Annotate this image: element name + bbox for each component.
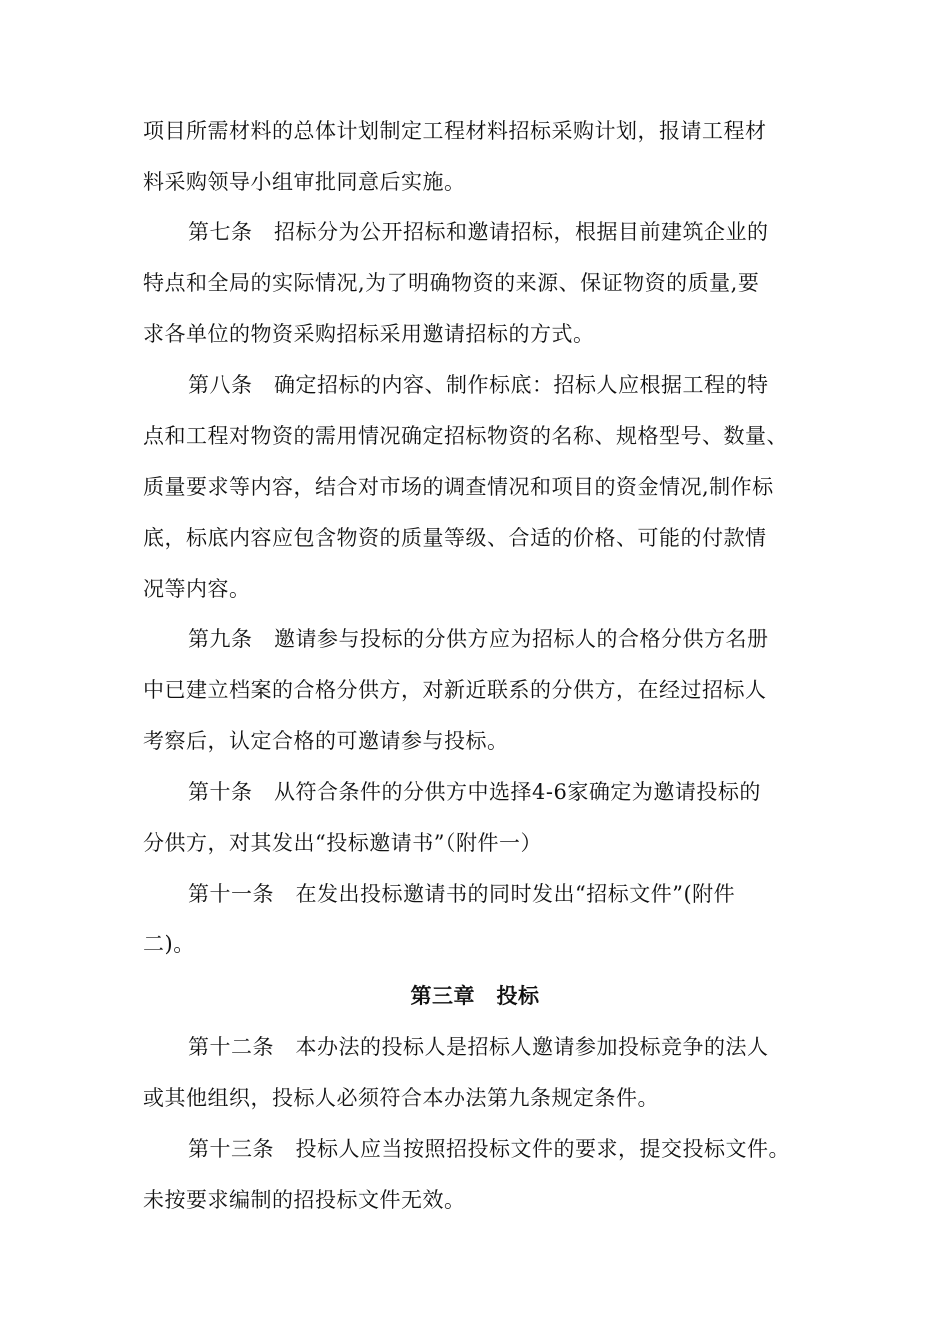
text-line: 项目所需材料的总体计划制定工程材料招标采购计划，报请工程材 bbox=[143, 119, 767, 143]
article-10-line: 第十条 从符合条件的分供方中选择4-6家确定为邀请投标的 bbox=[188, 780, 761, 804]
text-line: 况等内容。 bbox=[143, 577, 251, 601]
article-13-line: 第十三条 投标人应当按照招投标文件的要求，提交投标文件。 bbox=[188, 1137, 790, 1161]
text-line: 二)。 bbox=[143, 932, 195, 956]
text-line: 未按要求编制的招投标文件无效。 bbox=[143, 1188, 466, 1212]
chapter-heading: 第三章 投标 bbox=[410, 984, 540, 1008]
text-line: 特点和全局的实际情况,为了明确物资的来源、保证物资的质量,要 bbox=[143, 271, 760, 295]
text-line: 分供方，对其发出“投标邀请书”（附件一） bbox=[143, 831, 542, 855]
text-line: 质量要求等内容，结合对市场的调查情况和项目的资金情况,制作标 bbox=[143, 475, 774, 499]
text-line: 料采购领导小组审批同意后实施。 bbox=[143, 170, 466, 194]
text-line: 底，标底内容应包含物资的质量等级、合适的价格、可能的付款情 bbox=[143, 526, 767, 550]
text-line: 或其他组织，投标人必须符合本办法第九条规定条件。 bbox=[143, 1086, 659, 1110]
text-line: 求各单位的物资采购招标采用邀请招标的方式。 bbox=[143, 322, 595, 346]
article-12-line: 第十二条 本办法的投标人是招标人邀请参加投标竞争的法人 bbox=[188, 1035, 769, 1059]
text-line: 点和工程对物资的需用情况确定招标物资的名称、规格型号、数量、 bbox=[143, 424, 788, 448]
article-9-line: 第九条 邀请参与投标的分供方应为招标人的合格分供方名册 bbox=[188, 627, 769, 651]
article-8-line: 第八条 确定招标的内容、制作标底：招标人应根据工程的特 bbox=[188, 373, 769, 397]
text-line: 中已建立档案的合格分供方，对新近联系的分供方，在经过招标人 bbox=[143, 678, 767, 702]
article-7-line: 第七条 招标分为公开招标和邀请招标，根据目前建筑企业的 bbox=[188, 220, 769, 244]
article-11-line: 第十一条 在发出投标邀请书的同时发出“招标文件”(附件 bbox=[188, 882, 736, 906]
text-line: 考察后，认定合格的可邀请参与投标。 bbox=[143, 729, 509, 753]
